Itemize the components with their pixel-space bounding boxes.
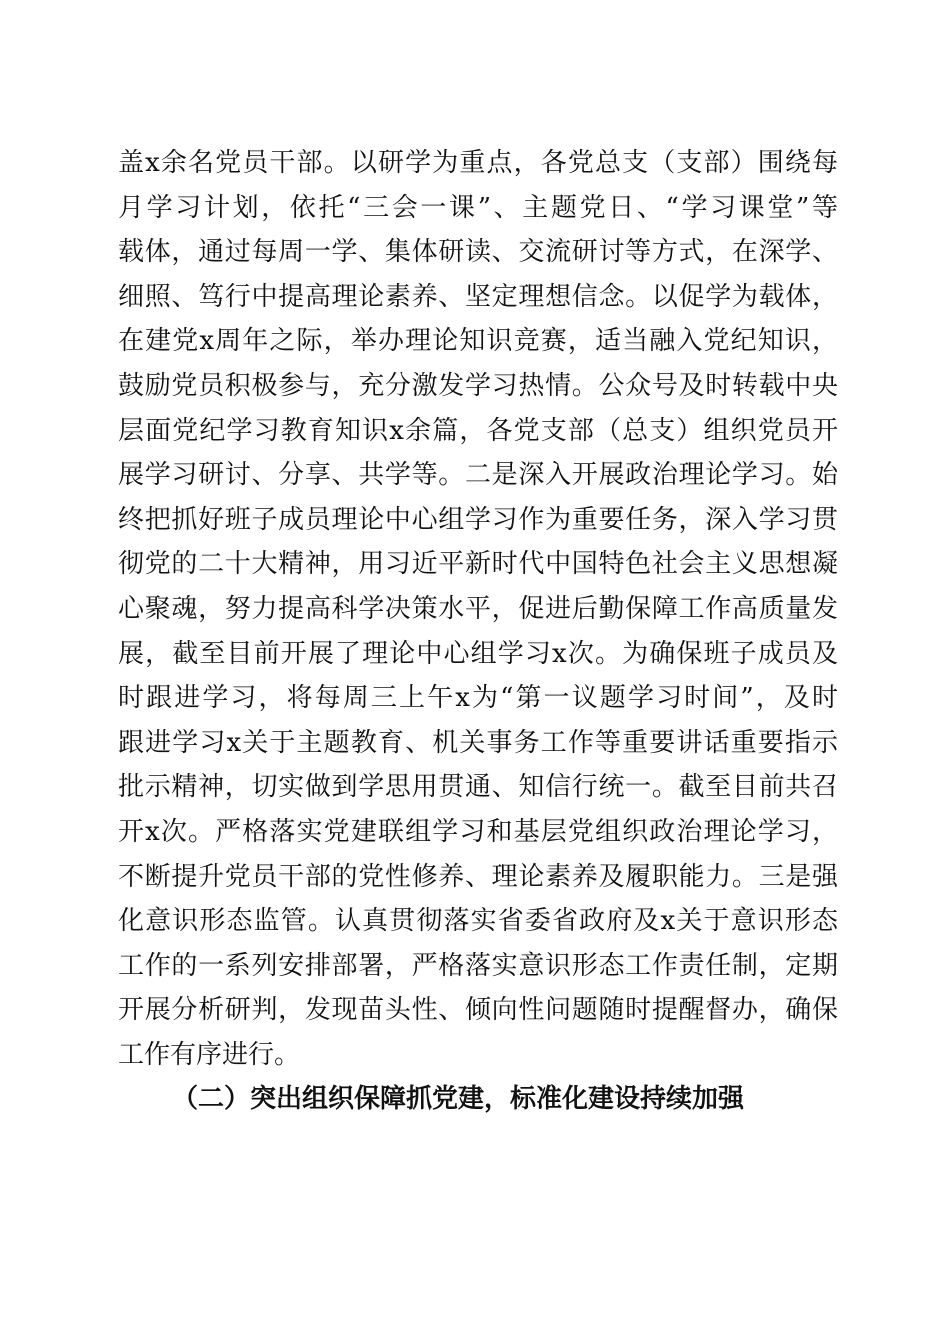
paragraph-line: 月学习计划，依托“三会一课”、主题党日、“学习课堂”等 (118, 192, 838, 223)
paragraph-line: 展，截至目前开展了理论中心组学习x次。为确保班子成员及 (118, 638, 838, 669)
paragraph-line: 时跟进学习，将每周三上午x为“第一议题学习时间”，及时 (118, 683, 838, 714)
paragraph-line: 跟进学习x关于主题教育、机关事务工作等重要讲话重要指示 (118, 727, 838, 758)
paragraph-line: 工作的一系列安排部署，严格落实意识形态工作责任制，定期 (118, 950, 838, 981)
body-paragraph (118, 141, 838, 1077)
paragraph-line: 彻党的二十大精神，用习近平新时代中国特色社会主义思想凝 (118, 549, 838, 580)
paragraph-last-line: 工作有序进行。 (118, 1039, 301, 1070)
paragraph-line: 不断提升党员干部的党性修养、理论素养及履职能力。三是强 (118, 861, 838, 892)
paragraph-line: 鼓励党员积极参与，充分激发学习热情。公众号及时转载中央 (118, 370, 838, 401)
paragraph-line: 细照、笃行中提高理论素养、坚定理想信念。以促学为载体， (118, 281, 838, 312)
paragraph-line: 载体，通过每周一学、集体研读、交流研讨等方式，在深学、 (118, 237, 838, 268)
paragraph-line: 在建党x周年之际，举办理论知识竞赛，适当融入党纪知识， (118, 326, 838, 357)
paragraph-line: 终把抓好班子成员理论中心组学习作为重要任务，深入学习贯 (118, 504, 838, 535)
section-heading: （二）突出组织保障抓党建，标准化建设持续加强 (172, 1084, 745, 1114)
paragraph-line: 批示精神，切实做到学思用贯通、知信行统一。截至目前共召 (118, 772, 838, 803)
paragraph-line: 化意识形态监管。认真贯彻落实省委省政府及x关于意识形态 (118, 906, 838, 937)
paragraph-line: 盖x余名党员干部。以研学为重点，各党总支（支部）围绕每 (118, 148, 838, 178)
paragraph-line: 开展分析研判，发现苗头性、倾向性问题随时提醒督办，确保 (118, 995, 838, 1026)
paragraph-line: 展学习研讨、分享、共学等。二是深入开展政治理论学习。始 (118, 460, 838, 491)
paragraph-line: 层面党纪学习教育知识x余篇，各党支部（总支）组织党员开 (118, 415, 838, 446)
paragraph-line: 开x次。严格落实党建联组学习和基层党组织政治理论学习， (118, 816, 838, 847)
paragraph-line: 心聚魂，努力提高科学决策水平，促进后勤保障工作高质量发 (118, 593, 838, 624)
